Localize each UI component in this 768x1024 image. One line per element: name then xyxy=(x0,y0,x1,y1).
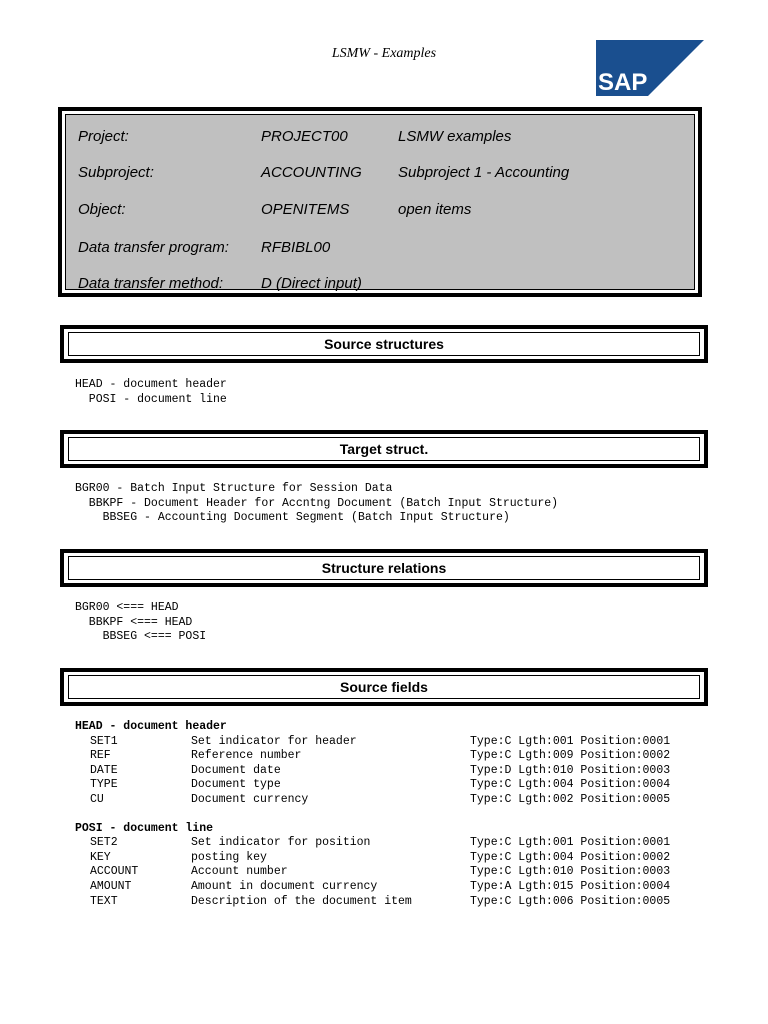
field-row xyxy=(75,865,715,880)
sap-logo xyxy=(596,40,704,96)
project-info-label: Subproject: xyxy=(78,164,154,181)
project-info-desc: Subproject 1 - Accounting xyxy=(398,164,570,181)
text-line: HEAD - document header xyxy=(75,378,227,391)
project-info-box xyxy=(58,107,702,297)
field-description: Document type xyxy=(191,778,281,792)
section-title: Target struct. xyxy=(68,437,700,461)
section-title: Structure relations xyxy=(68,556,700,580)
project-info-label: Data transfer program: xyxy=(78,239,229,256)
text-line: BGR00 <=== HEAD xyxy=(75,601,179,614)
field-row xyxy=(75,735,715,750)
field-name: TEXT xyxy=(90,894,118,908)
field-description: Set indicator for header xyxy=(191,734,357,748)
field-group xyxy=(75,822,715,910)
text-line: BBSEG - Accounting Document Segment (Batch Input Structure) xyxy=(75,511,510,525)
field-row xyxy=(75,851,715,866)
field-name: TYPE xyxy=(90,778,118,792)
field-meta: Type:C Lgth:004 Position:0004 xyxy=(470,778,671,792)
field-meta: Type:D Lgth:010 Position:0003 xyxy=(470,763,671,777)
project-info-desc: LSMW examples xyxy=(398,128,512,145)
project-info-value: ACCOUNTING xyxy=(261,164,362,181)
sap-logo-text: SAP xyxy=(598,69,648,96)
field-row xyxy=(75,793,715,808)
field-name: CU xyxy=(90,792,104,806)
field-row xyxy=(75,749,715,764)
section-source-structures xyxy=(60,325,708,363)
project-info-value: D (Direct input) xyxy=(261,275,362,292)
section-title: Source structures xyxy=(68,332,700,356)
field-row xyxy=(75,836,715,851)
structure-relations-text xyxy=(75,601,206,645)
field-row xyxy=(75,778,715,793)
project-info-row xyxy=(66,126,694,148)
field-description: Set indicator for position xyxy=(191,836,371,850)
field-row xyxy=(75,880,715,895)
field-meta: Type:C Lgth:009 Position:0002 xyxy=(470,749,671,763)
field-meta: Type:C Lgth:006 Position:0005 xyxy=(470,894,671,908)
field-description: posting key xyxy=(191,850,267,864)
field-name: REF xyxy=(90,749,111,763)
field-description: Amount in document currency xyxy=(191,879,378,893)
field-name: SET2 xyxy=(90,836,118,850)
text-line: BGR00 - Batch Input Structure for Session Data xyxy=(75,482,393,495)
field-name: KEY xyxy=(90,850,111,864)
section-title: Source fields xyxy=(68,675,700,699)
text-line: POSI - document line xyxy=(75,392,227,406)
project-info-value: PROJECT00 xyxy=(261,128,348,145)
field-row xyxy=(75,764,715,779)
project-info-label: Data transfer method: xyxy=(78,275,224,292)
field-name: DATE xyxy=(90,763,118,777)
field-name: SET1 xyxy=(90,734,118,748)
field-description: Document currency xyxy=(191,792,309,806)
project-info-row xyxy=(66,273,694,295)
field-meta: Type:C Lgth:001 Position:0001 xyxy=(470,734,671,748)
text-line: BBKPF - Document Header for Accntng Document (Batch Input Structure) xyxy=(75,496,559,510)
field-group xyxy=(75,720,715,808)
field-row xyxy=(75,895,715,910)
source-fields-list xyxy=(75,720,715,923)
project-info-row xyxy=(66,199,694,221)
field-meta: Type:C Lgth:010 Position:0003 xyxy=(470,865,671,879)
section-structure-relations xyxy=(60,549,708,587)
section-target-struct xyxy=(60,430,708,468)
target-struct-text xyxy=(75,482,558,526)
field-description: Document date xyxy=(191,763,281,777)
project-info-desc: open items xyxy=(398,201,472,218)
project-info-value: OPENITEMS xyxy=(261,201,350,218)
field-description: Reference number xyxy=(191,749,302,763)
source-structures-text xyxy=(75,378,227,407)
field-name: ACCOUNT xyxy=(90,865,139,879)
field-group-title: POSI - document line xyxy=(75,821,214,835)
document-title: LSMW - Examples xyxy=(331,46,437,61)
project-info-row xyxy=(66,162,694,184)
field-meta: Type:C Lgth:001 Position:0001 xyxy=(470,836,671,850)
text-line: BBKPF <=== HEAD xyxy=(75,615,193,629)
field-group-title: HEAD - document header xyxy=(75,720,227,733)
field-description: Description of the document item xyxy=(191,894,412,908)
project-info-row xyxy=(66,237,694,259)
project-info-label: Object: xyxy=(78,201,126,218)
field-meta: Type:C Lgth:002 Position:0005 xyxy=(470,792,671,806)
field-description: Account number xyxy=(191,865,288,879)
field-name: AMOUNT xyxy=(90,879,132,893)
project-info-value: RFBIBL00 xyxy=(261,239,331,256)
section-source-fields xyxy=(60,668,708,706)
project-info-label: Project: xyxy=(78,128,129,145)
field-meta: Type:A Lgth:015 Position:0004 xyxy=(470,879,671,893)
text-line: BBSEG <=== POSI xyxy=(75,630,207,644)
field-meta: Type:C Lgth:004 Position:0002 xyxy=(470,850,671,864)
